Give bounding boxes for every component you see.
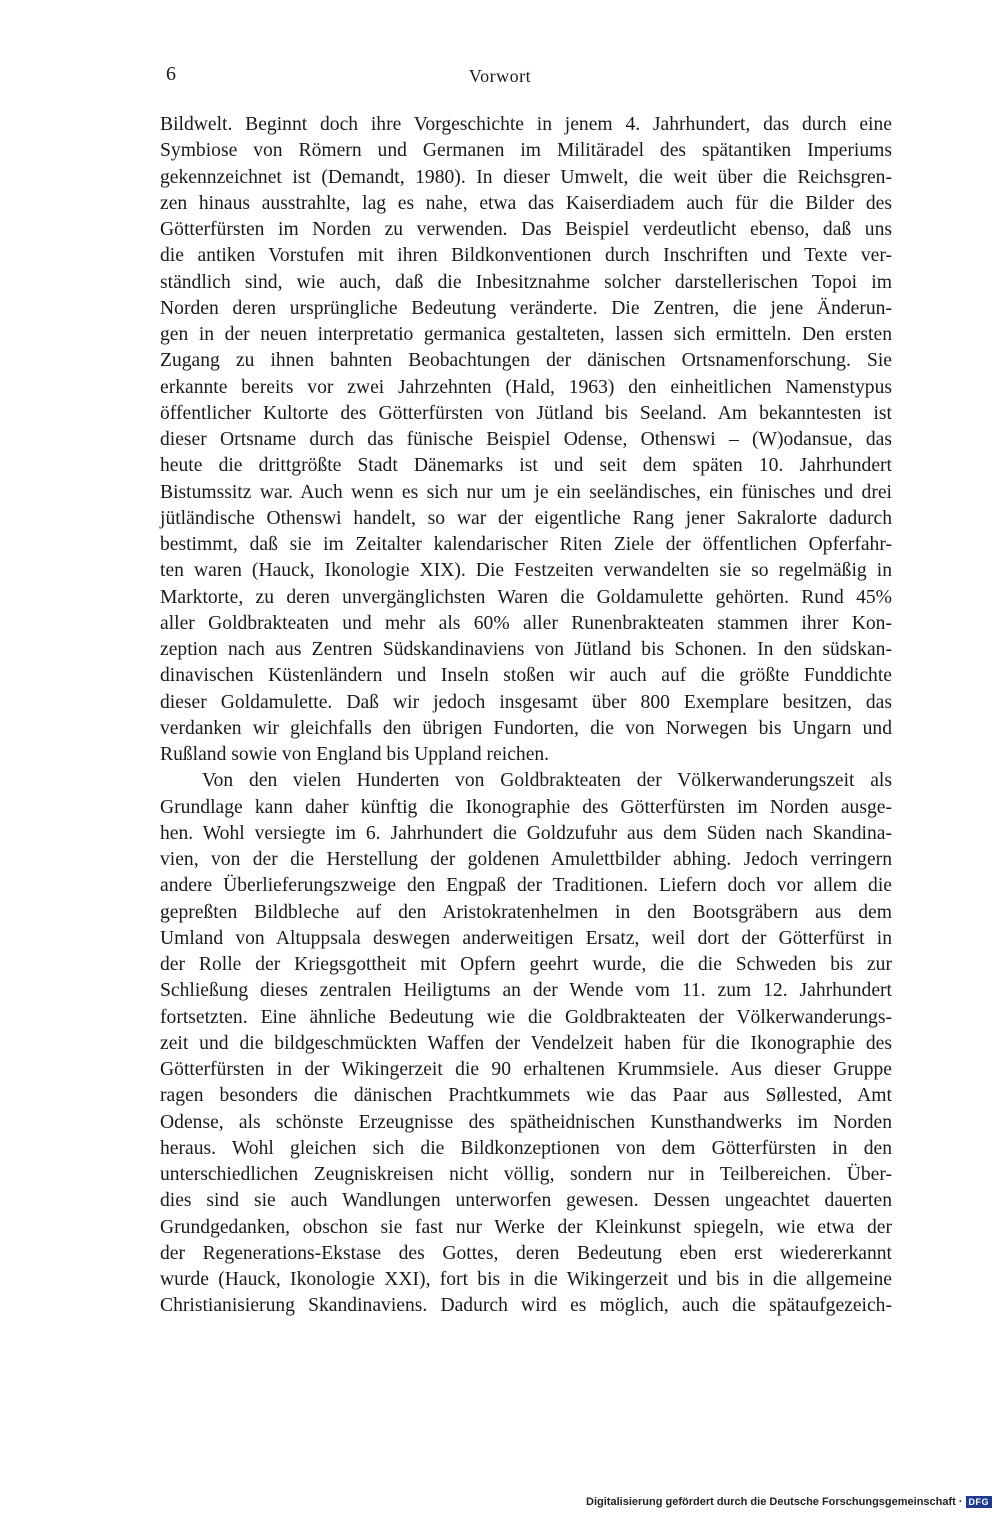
text-line: ragen besonders die dänischen Prachtkummets wie das Paar aus Søllested, Amt [160, 1085, 892, 1107]
text-line: zen hinaus ausstrahlte, lag es nahe, etwa das Kaiserdiadem auch für die Bilder des [160, 192, 892, 214]
text-line: Götterfürsten in der Wikingerzeit die 90 erhaltenen Krummsiele. Aus dieser Gruppe [160, 1059, 892, 1080]
text-line: erkannte bereits vor zwei Jahrzehnten (Hald, 1963) den einheitlichen Namenstypus [160, 376, 892, 398]
text-line: dinavischen Küstenländern und Inseln stoßen wir auch auf die größte Funddichte [160, 665, 892, 687]
text-line: fortsetzten. Eine ähnliche Bedeutung wie die Goldbrakteaten der Völkerwanderungs- [160, 1006, 892, 1028]
text-line: andere Überlieferungszweige den Engpaß der Traditionen. Liefern doch vor allem die [160, 875, 892, 897]
footer-separator: · [958, 1496, 963, 1508]
text-line: dieser Ortsname durch das fünische Beispiel Odense, Othenswi – (W)odansue, das [160, 429, 892, 450]
page-number: 6 [166, 63, 176, 85]
text-line: der Regenerations-Ekstase des Gottes, deren Bedeutung eben erst wiedererkannt [160, 1242, 892, 1264]
text-line: zeit und die bildgeschmückten Waffen der Vendelzeit haben für die Ikonographie des [160, 1032, 892, 1054]
text-line: gen in der neuen interpretatio germanica gestalteten, lassen sich ermitteln. Den ersten [160, 324, 892, 345]
text-line: heute die drittgrößte Stadt Dänemarks ist und seit dem späten 10. Jahrhundert [160, 455, 892, 477]
text-line: Umland von Altuppsala deswegen anderweitigen Ersatz, weil dort der Götterfürst in [160, 927, 892, 949]
paragraph-last-line: Rußland sowie von England bis Uppland reichen. [160, 744, 550, 765]
text-line: aller Goldbrakteaten und mehr als 60% aller Runenbrakteaten stammen ihrer Kon- [160, 612, 892, 634]
text-line: gepreßten Bildbleche auf den Aristokratenhelmen in den Bootsgräbern aus dem [160, 901, 892, 923]
text-line: Symbiose von Römern und Germanen im Militäradel des spätantiken Imperiums [160, 140, 892, 162]
text-line: unterschiedlichen Zeugniskreisen nicht völlig, sondern nur in Teilbereichen. Über- [160, 1164, 892, 1185]
text-line: ten waren (Hauck, Ikonologie XIX). Die Festzeiten verwandelten sie so regelmäßig in [160, 560, 892, 582]
text-line: heraus. Wohl gleichen sich die Bildkonzeptionen von dem Götterfürsten in den [160, 1137, 892, 1159]
text-line: dies sind sie auch Wandlungen unterworfen gewesen. Dessen ungeachtet dauerten [160, 1190, 892, 1212]
text-line: öffentlicher Kultorte des Götterfürsten von Jütland bis Seeland. Am bekanntesten ist [160, 402, 892, 424]
text-line: Zugang zu ihnen bahnten Beobachtungen der dänischen Ortsnamenforschung. Sie [160, 350, 892, 372]
text-line: Norden deren ursprüngliche Bedeutung veränderte. Die Zentren, die jene Änderun- [160, 297, 892, 319]
text-line: jütländische Othenswi handelt, so war der eigentliche Rang jener Sakralorte dadurch [160, 507, 892, 529]
digitization-footer [586, 1496, 992, 1508]
text-line: hen. Wohl versiegte im 6. Jahrhundert die Goldzufuhr aus dem Süden nach Skandina- [160, 822, 892, 844]
footer-text: Digitalisierung gefördert durch die Deutsche Forschungsgemeinschaft [586, 1496, 956, 1508]
text-line: Götterfürsten im Norden zu verwenden. Das Beispiel verdeutlicht ebenso, daß uns [160, 219, 892, 240]
text-line: zeption nach aus Zentren Südskandinaviens von Jütland bis Schonen. In den südskan- [160, 639, 892, 660]
text-line: Bistumssitz war. Auch wenn es sich nur um je ein seeländisches, ein fünisches und drei [160, 481, 892, 503]
text-line: Grundlage kann daher künftig die Ikonographie des Götterfürsten im Norden ausge- [160, 796, 892, 818]
text-line: gekennzeichnet ist (Demandt, 1980). In dieser Umwelt, die weit über die Reichsgren- [160, 166, 892, 188]
text-line: bestimmt, daß sie im Zeitalter kalendarischer Riten Ziele der öffentlichen Opferfahr- [160, 534, 892, 555]
running-title: Vorwort [468, 66, 532, 86]
text-line: Grundgedanken, obschon sie fast nur Werke der Kleinkunst spiegeln, wie etwa der [160, 1216, 892, 1238]
text-line: Schließung dieses zentralen Heiligtums an der Wende vom 11. zum 12. Jahrhundert [160, 980, 892, 1002]
text-line: der Rolle der Kriegsgottheit mit Opfern geehrt wurde, die die Schweden bis zur [160, 954, 892, 975]
text-line: Odense, als schönste Erzeugnisse des spätheidnischen Kunsthandwerks im Norden [160, 1111, 892, 1133]
text-line: verdanken wir gleichfalls den übrigen Fundorten, die von Norwegen bis Ungarn und [160, 717, 892, 739]
dfg-logo-icon: DFG [966, 1496, 993, 1508]
text-line: Bildwelt. Beginnt doch ihre Vorgeschichte in jenem 4. Jahrhundert, das durch eine [160, 114, 892, 135]
text-line: vien, von der die Herstellung der goldenen Amulettbilder abhing. Jedoch verringern [160, 849, 892, 870]
body-text [160, 112, 892, 1320]
text-line: Marktorte, zu deren unvergänglichsten Waren die Goldamulette gehörten. Rund 45% [160, 586, 892, 608]
paragraph-first-line: Von den vielen Hunderten von Goldbrakteaten der Völkerwanderungszeit als [202, 770, 892, 792]
text-line: Christianisierung Skandinaviens. Dadurch wird es möglich, auch die spätaufgezeich- [160, 1295, 892, 1317]
text-line: wurde (Hauck, Ikonologie XXI), fort bis in die Wikingerzeit und bis in die allgemeine [160, 1269, 892, 1290]
text-line: dieser Goldamulette. Daß wir jedoch insgesamt über 800 Exemplare besitzen, das [160, 691, 892, 713]
text-line: ständlich sind, wie auch, daß die Inbesitznahme solcher darstellerischen Topoi im [160, 271, 892, 293]
text-line: die antiken Vorstufen mit ihren Bildkonventionen durch Inschriften und Texte ver- [160, 245, 892, 267]
